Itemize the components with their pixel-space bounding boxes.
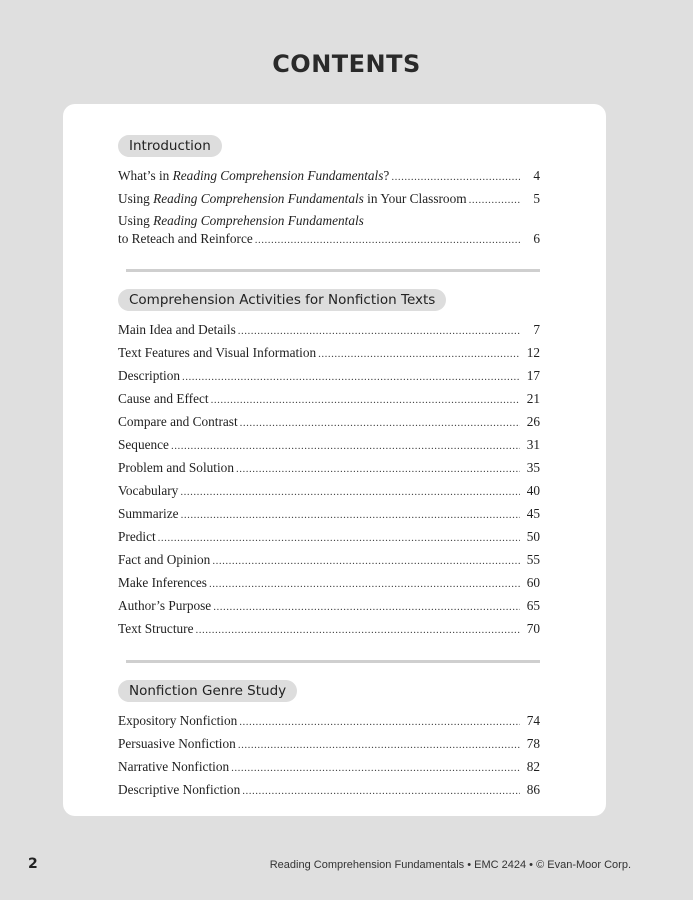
entry-label: Using Reading Comprehension Fundamentals in Your Classroom [118, 191, 467, 206]
toc-entry[interactable] [118, 318, 540, 341]
toc-entry[interactable] [118, 187, 540, 210]
entry-label: What’s in Reading Comprehension Fundamentals? [118, 168, 390, 183]
section-heading: Nonfiction Genre Study [118, 680, 297, 702]
entry-label: Persuasive Nonfiction [118, 736, 236, 751]
toc-entry[interactable] [118, 755, 540, 778]
entry-label: Narrative Nonfiction [118, 759, 230, 774]
page-number: 7 [533, 322, 540, 337]
dot-leader [469, 189, 520, 212]
entry-label: Text Structure [118, 621, 194, 636]
section-heading: Comprehension Activities for Nonfiction Texts [118, 289, 446, 311]
toc-entry[interactable] [118, 456, 540, 479]
section-divider [126, 660, 540, 663]
entry-label: Main Idea and Details [118, 322, 236, 337]
toc-entry[interactable] [118, 778, 540, 801]
page-number: 86 [526, 782, 540, 797]
page-number: 17 [526, 368, 540, 383]
toc-entry[interactable] [118, 164, 540, 187]
page-title: CONTENTS [272, 50, 421, 78]
entry-label: Expository Nonfiction [118, 713, 238, 728]
toc-entry[interactable] [118, 433, 540, 456]
entry-label: Author’s Purpose [118, 598, 212, 613]
toc-entry[interactable] [118, 364, 540, 387]
page-number: 31 [526, 437, 540, 452]
dot-leader [238, 320, 520, 343]
dot-leader [181, 504, 520, 527]
dot-leader [182, 366, 520, 389]
page-number: 74 [526, 713, 540, 728]
page-number: 5 [533, 191, 540, 206]
contents-panel [63, 104, 606, 816]
section-comprehension-activities [118, 289, 540, 640]
dot-leader [231, 757, 520, 780]
page-number: 45 [526, 506, 540, 521]
entry-label: Descriptive Nonfiction [118, 782, 241, 797]
dot-leader [239, 711, 520, 734]
entry-label: Predict [118, 529, 156, 544]
dot-leader [196, 619, 520, 642]
toc-entry[interactable] [118, 502, 540, 525]
page-number: 4 [533, 168, 540, 183]
dot-leader [391, 166, 520, 189]
section-divider [126, 269, 540, 272]
entry-label: Make Inferences [118, 575, 207, 590]
page-number: 82 [526, 759, 540, 774]
toc-entry[interactable] [118, 410, 540, 433]
dot-leader [171, 435, 520, 458]
entry-label: Sequence [118, 437, 169, 452]
dot-leader [236, 458, 520, 481]
entry-label: Description [118, 368, 181, 383]
page-number: 21 [526, 391, 540, 406]
entry-label: Compare and Contrast [118, 414, 238, 429]
toc-entry[interactable] [118, 479, 540, 502]
entry-label: Text Features and Visual Information [118, 345, 317, 360]
entry-label-continued: to Reteach and Reinforce [118, 231, 253, 246]
toc-entry[interactable] [118, 548, 540, 571]
entry-label: Using Reading Comprehension Fundamentals [118, 213, 364, 228]
toc-entry[interactable] [118, 709, 540, 732]
page-number: 26 [526, 414, 540, 429]
entry-label: Problem and Solution [118, 460, 234, 475]
dot-leader [255, 232, 520, 249]
entry-label: Cause and Effect [118, 391, 209, 406]
page-number: 60 [526, 575, 540, 590]
dot-leader [240, 412, 520, 435]
footer-credit: Reading Comprehension Fundamentals • EMC 2424 • © Evan-Moor Corp. [269, 859, 631, 871]
dot-leader [180, 481, 520, 504]
page-number: 65 [526, 598, 540, 613]
toc-entry[interactable] [118, 525, 540, 548]
dot-leader [242, 780, 520, 803]
page-number: 55 [526, 552, 540, 567]
dot-leader [318, 343, 520, 366]
section-nonfiction-genre-study [118, 680, 540, 801]
toc-entry[interactable] [118, 210, 540, 250]
footer-page-number: 2 [28, 856, 38, 872]
dot-leader [158, 527, 520, 550]
entry-label: Fact and Opinion [118, 552, 211, 567]
page-number: 12 [526, 345, 540, 360]
toc-entry[interactable] [118, 387, 540, 410]
toc-entry[interactable] [118, 617, 540, 640]
toc-entry[interactable] [118, 571, 540, 594]
page-number: 40 [526, 483, 540, 498]
page-number: 6 [533, 231, 540, 246]
dot-leader [212, 550, 520, 573]
section-heading: Introduction [118, 135, 222, 157]
dot-leader [238, 734, 520, 757]
entry-label: Vocabulary [118, 483, 179, 498]
section-introduction [118, 135, 540, 250]
page-number: 35 [526, 460, 540, 475]
page-number: 50 [526, 529, 540, 544]
entry-label: Summarize [118, 506, 179, 521]
dot-leader [213, 596, 520, 619]
toc-entry[interactable] [118, 732, 540, 755]
dot-leader [211, 389, 520, 412]
page-number: 70 [526, 621, 540, 636]
page-number: 78 [526, 736, 540, 751]
toc-entry[interactable] [118, 341, 540, 364]
toc-entry[interactable] [118, 594, 540, 617]
dot-leader [209, 573, 520, 596]
